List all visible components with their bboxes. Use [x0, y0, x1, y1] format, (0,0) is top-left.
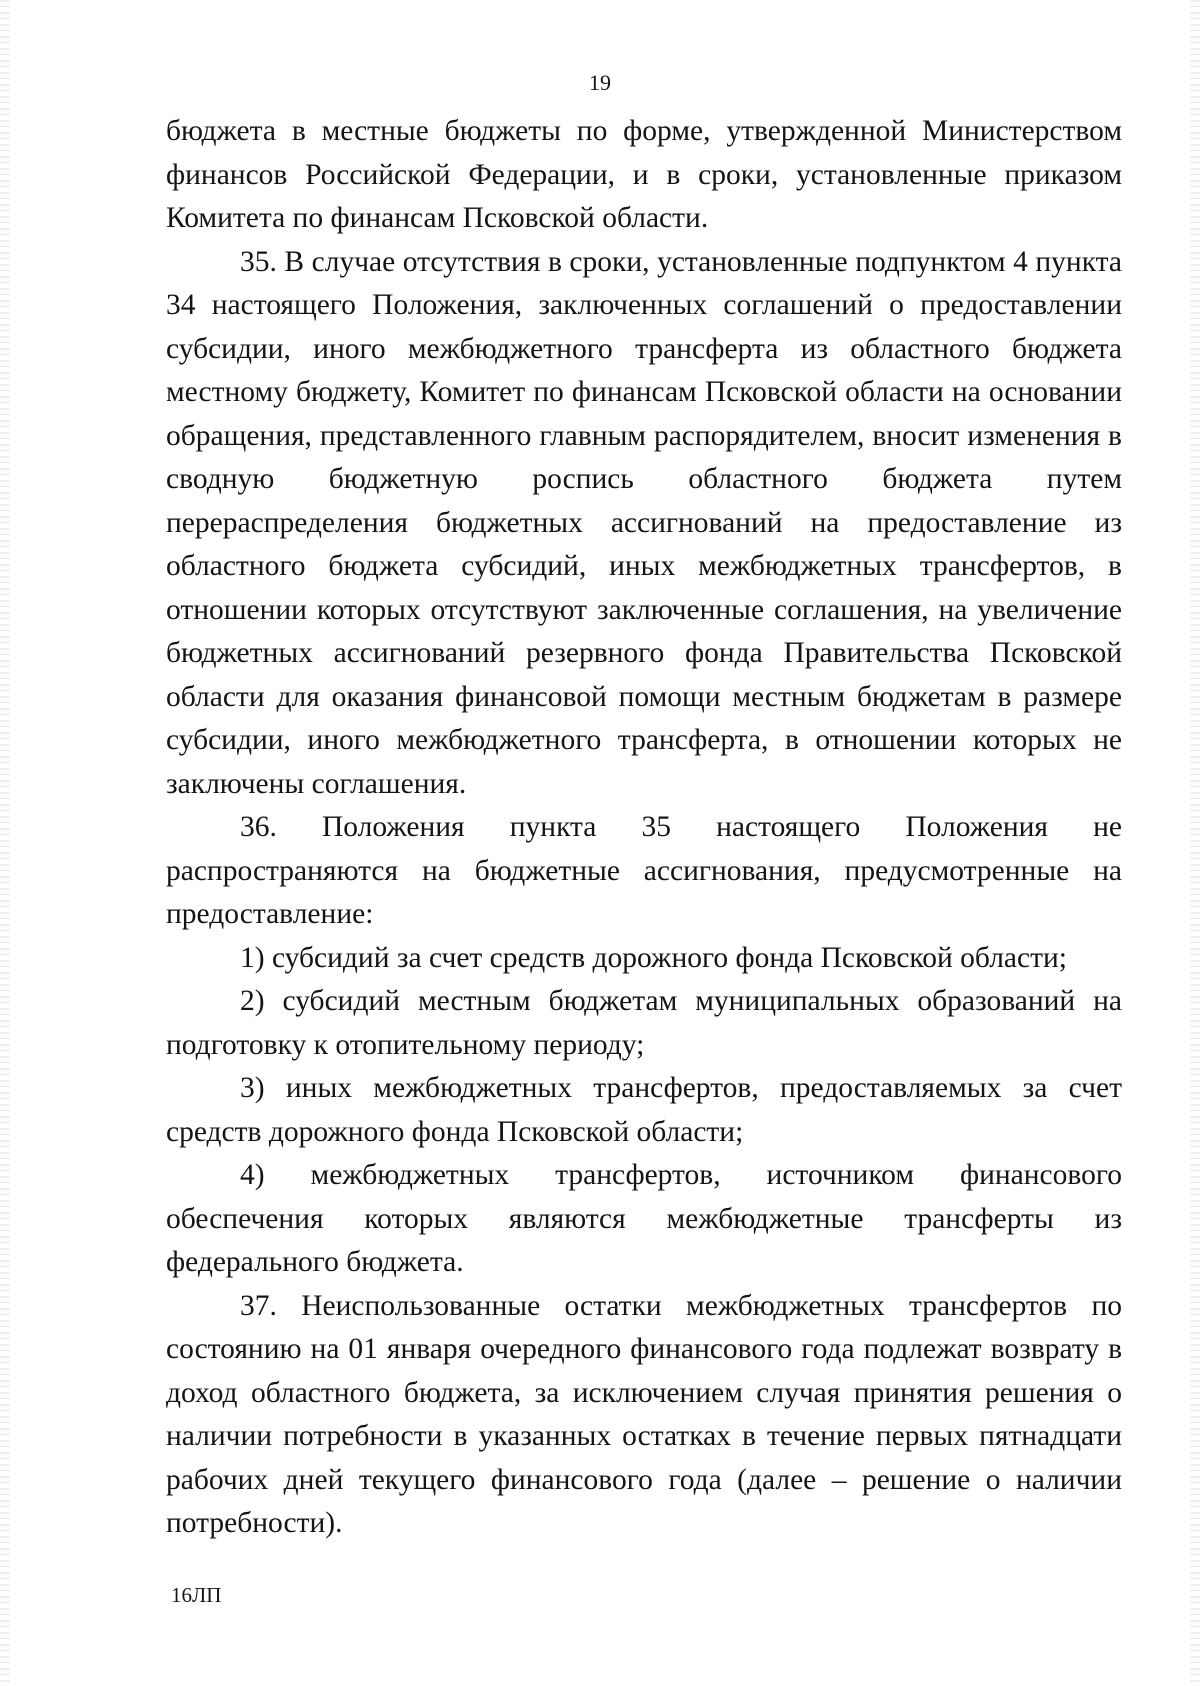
list-item-3: 3) иных межбюджетных трансфертов, предоставляемых за счет средств дорожного фонда Псковской области;	[166, 1072, 1122, 1148]
scan-edge-right	[1190, 0, 1200, 1686]
document-body	[166, 110, 1122, 1546]
list-item-4: 4) межбюджетных трансфертов, источником финансового обеспечения которых являются межбюджетные трансферты из федерального бюджета.	[166, 1159, 1122, 1278]
list-item-2: 2) субсидий местным бюджетам муниципальных образований на подготовку к отопительному периоду;	[166, 985, 1122, 1061]
scan-edge-left	[0, 0, 10, 1686]
paragraph-item-37: 37. Неиспользованные остатки межбюджетных трансфертов по состоянию на 01 января очередного финансового года подлежат возврату в доход областного бюджета, за исключением случая принятия решения о наличии потребности в указанных остатках в течение первых пятнадцати рабочих дней текущего финансового года (далее – решение о наличии потребности).	[166, 1289, 1122, 1539]
page-number: 19	[589, 70, 611, 95]
paragraph-continuation: бюджета в местные бюджеты по форме, утвержденной Министерством финансов Российской Федерации, и в сроки, установленные приказом Комитета по финансам Псковской области.	[166, 115, 1122, 234]
paragraph-item-36: 36. Положения пункта 35 настоящего Положения не распространяются на бюджетные ассигнования, предусмотренные на предоставление:	[166, 811, 1122, 930]
footer-document-code: 16ЛП	[171, 1583, 222, 1607]
list-item-1: 1) субсидий за счет средств дорожного фонда Псковской области;	[240, 941, 1067, 974]
paragraph-item-35: 35. В случае отсутствия в сроки, установленные подпунктом 4 пункта 34 настоящего Положения, заключенных соглашений о предоставлении субсидии, иного межбюджетного трансферта из областного бюджета местному бюджету, Комитет по финансам Псковской области на основании обращения, представленного главным распорядителем, вносит изменения в сводную бюджетную роспись областного бюджета путем перераспределения бюджетных ассигнований на предоставление из областного бюджета субсидий, иных межбюджетных трансфертов, в отношении которых отсутствуют заключенные соглашения, на увеличение бюджетных ассигнований резервного фонда Правительства Псковской области для оказания финансовой помощи местным бюджетам в размере субсидии, иного межбюджетного трансферта, в отношении которых не заключены соглашения.	[166, 245, 1122, 800]
